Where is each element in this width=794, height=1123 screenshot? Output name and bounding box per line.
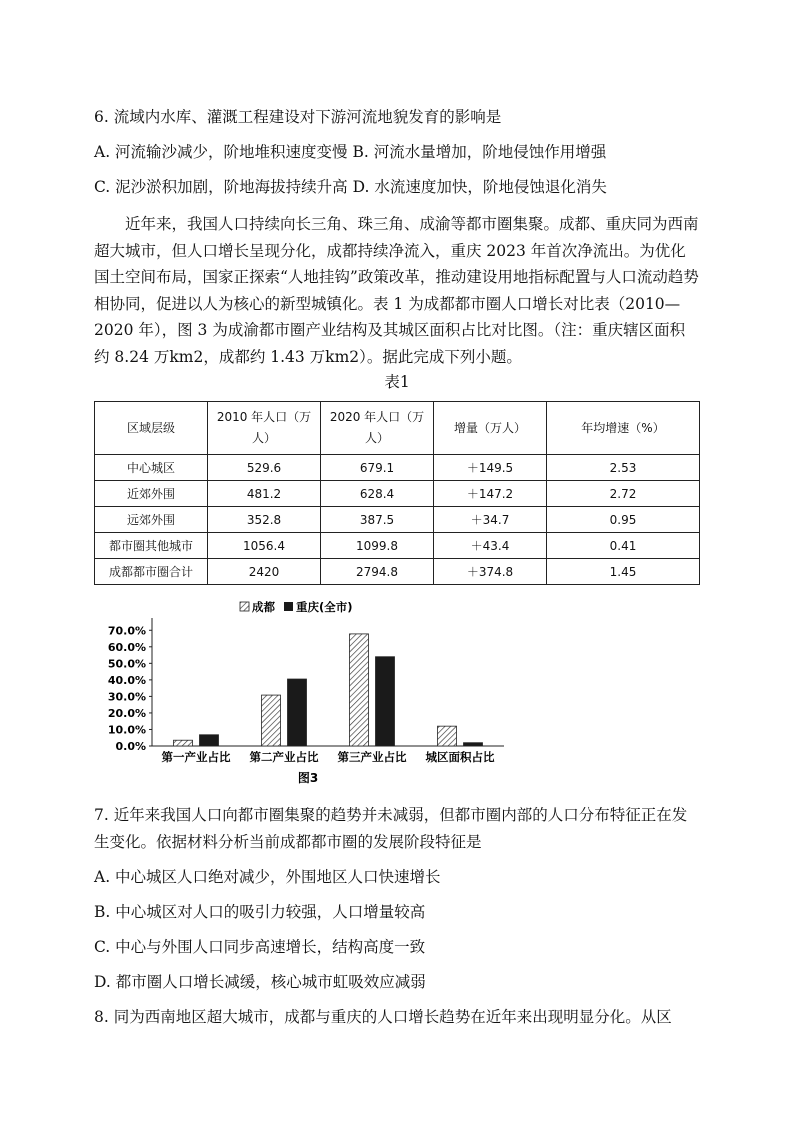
table-cell: 0.41 [547,533,700,559]
table-caption: 表1 [384,373,410,391]
q6-stem: 6. 流域内水库、灌溉工程建设对下游河流地貌发育的影响是 [94,108,502,126]
table-cell: 2794.8 [321,559,434,585]
table-header: 2020 年人口（万人） [321,402,434,455]
bar-chongqing [200,735,219,746]
table-cell: ＋147.2 [434,481,547,507]
bar-chongqing [464,743,483,746]
y-tick-label: 10.0% [107,723,146,737]
table-cell: 2.72 [547,481,700,507]
q7-option-b: B. 中心城区对人口的吸引力较强，人口增量较高 [94,903,426,921]
table-header: 增量（万人） [434,402,547,455]
y-tick-label: 60.0% [107,640,146,654]
y-tick-label: 0.0% [115,740,146,753]
table-cell: 0.95 [547,507,700,533]
table-cell: 481.2 [208,481,321,507]
table-cell: 2420 [208,559,321,585]
table-cell: 近郊外围 [95,481,208,507]
y-tick-label: 50.0% [107,657,146,671]
x-tick-label: 第一产业占比 [161,750,231,764]
table-cell: 628.4 [321,481,434,507]
x-tick-label: 城区面积占比 [425,750,495,764]
table-cell: 529.6 [208,455,321,481]
bar-chengdu [262,695,281,746]
legend-label-chengdu: 成都 [252,600,275,614]
q7-option-d: D. 都市圈人口增长减缓，核心城市虹吸效应减弱 [94,973,426,991]
table-cell: 352.8 [208,507,321,533]
bar-chongqing [288,679,307,746]
q6-options-ab: A. 河流输沙减少，阶地堆积速度变慢 B. 河流水量增加，阶地侵蚀作用增强 [94,143,607,161]
chart-title: 图3 [297,771,319,785]
table-cell: 2.53 [547,455,700,481]
table-row [95,481,700,507]
table-cell: 1099.8 [321,533,434,559]
table-header-row [95,402,700,455]
x-tick-label: 第二产业占比 [249,750,319,764]
table-row [95,533,700,559]
table-header: 2010 年人口（万人） [208,402,321,455]
bar-chengdu [174,740,193,746]
material-paragraph: 近年来，我国人口持续向长三角、珠三角、成渝等都市圈集聚。成都、重庆同为西南超大城市，但人口增长呈现分化，成都持续净流入，重庆 2023 年首次净流出。为优化国土空间布局，国家正探索“人地挂钩”政策改革，推动建设用地指标配置与人口流动趋势相协同，促进以人为核心的新型城镇化。表 1 为成都都市圈人口增长对比表（2010—2020 年），图 3 为成渝都市圈产业结构及其城区面积占比对比图。（注：重庆辖区面积约 8.24 万km2，成都约 1.43 万km2）。据此完成下列小题。 [94,215,699,366]
table-cell: ＋149.5 [434,455,547,481]
table-row [95,507,700,533]
table-cell: ＋374.8 [434,559,547,585]
table-header: 区域层级 [95,402,208,455]
table-cell: 679.1 [321,455,434,481]
bar-chengdu [438,726,457,746]
y-tick-label: 70.0% [107,624,146,638]
bar-chongqing [376,657,395,746]
table-cell: 都市圈其他城市 [95,533,208,559]
legend-swatch-chongqing [284,602,293,611]
y-tick-label: 30.0% [107,690,146,704]
x-tick-label: 第三产业占比 [337,750,407,764]
table-cell: 远郊外围 [95,507,208,533]
q7-stem: 7. 近年来我国人口向都市圈集聚的趋势并未减弱，但都市圈内部的人口分布特征正在发生变化。依据材料分析当前成都都市圈的发展阶段特征是 [94,806,688,851]
bar-chengdu [350,634,369,746]
table-cell: 成都都市圈合计 [95,559,208,585]
table-cell: 中心城区 [95,455,208,481]
chart-svg [94,596,514,792]
table-cell: ＋43.4 [434,533,547,559]
table-header: 年均增速（%） [547,402,700,455]
y-tick-label: 40.0% [107,673,146,687]
legend-label-chongqing: 重庆(全市) [296,600,353,614]
figure3-chart [94,596,514,792]
q7-option-a: A. 中心城区人口绝对减少，外围地区人口快速增长 [94,868,441,886]
q7-option-c: C. 中心与外围人口同步高速增长，结构高度一致 [94,938,426,956]
y-tick-label: 20.0% [107,706,146,720]
table-row [95,559,700,585]
legend-swatch-chengdu [240,602,249,611]
table-cell: ＋34.7 [434,507,547,533]
population-table [94,401,700,585]
q8-stem: 8. 同为西南地区超大城市，成都与重庆的人口增长趋势在近年来出现明显分化。从区 [94,1008,672,1026]
table-row [95,455,700,481]
table-cell: 1.45 [547,559,700,585]
q6-options-cd: C. 泥沙淤积加剧，阶地海拔持续升高 D. 水流速度加快，阶地侵蚀退化消失 [94,178,607,196]
table-cell: 1056.4 [208,533,321,559]
table-cell: 387.5 [321,507,434,533]
